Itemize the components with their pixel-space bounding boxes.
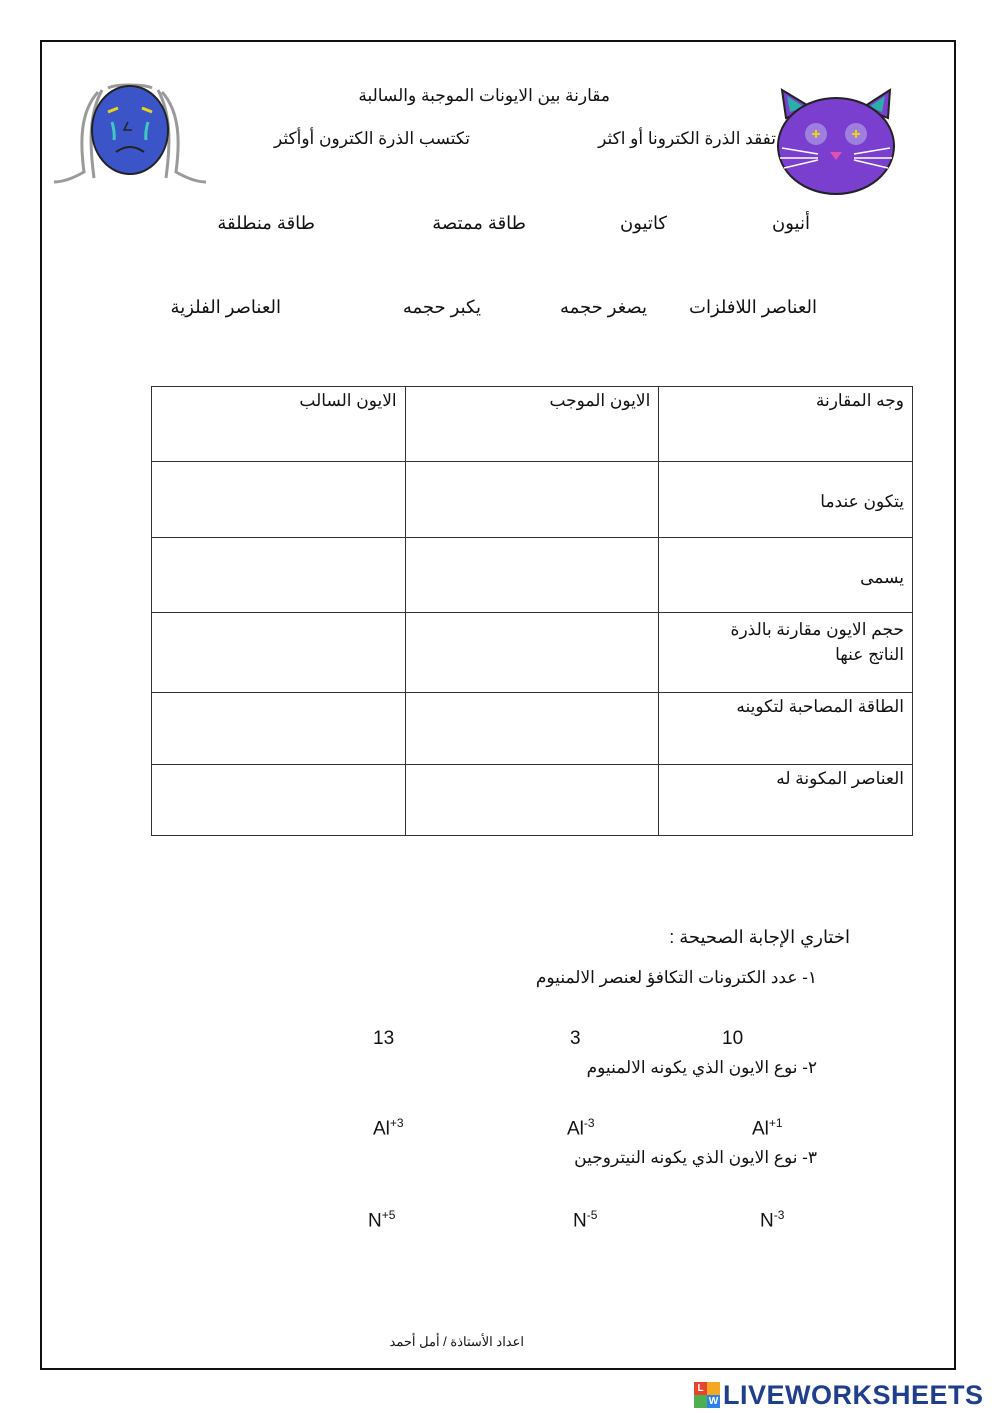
- word-cation: كاتيون: [619, 213, 667, 233]
- word-metals: العناصر الفلزية: [170, 297, 281, 317]
- row-label-elements: العناصر المكونة له: [659, 765, 913, 836]
- word-released-energy: طاقة منطلقة: [217, 213, 315, 233]
- table-row: [152, 693, 913, 765]
- liveworksheets-logo: [694, 1381, 984, 1409]
- header-aspect: وجه المقارنة: [659, 387, 913, 462]
- answer-cell[interactable]: [405, 613, 659, 693]
- cat-icon: [772, 88, 902, 198]
- answer-cell[interactable]: [405, 693, 659, 765]
- word-size-decreases: يصغر حجمه: [559, 297, 647, 317]
- word-absorbed-energy: طاقة ممتصة: [432, 213, 526, 233]
- table-row: [152, 462, 913, 538]
- row-label-called: يسمى: [860, 568, 904, 587]
- row-label-formed-when: يتكون عندما: [820, 492, 904, 511]
- q1-option-3[interactable]: 3: [570, 1028, 581, 1049]
- author-credit: اعداد الأستاذة / أمل أحمد: [389, 1334, 524, 1349]
- q3-option-n-plus5[interactable]: $N^{+5}$: [368, 1208, 396, 1232]
- answer-cell[interactable]: [152, 462, 406, 538]
- question-1: ١- عدد الكترونات التكافؤ لعنصر الالمنيوم: [535, 968, 817, 987]
- comparison-table: [151, 386, 913, 836]
- word-nonmetals: العناصر اللافلزات: [689, 297, 817, 317]
- row-label-size-line1: حجم الايون مقارنة بالذرة: [730, 620, 904, 639]
- liveworksheets-logo-text: LIVEWORKSHEETS: [723, 1379, 984, 1410]
- question-3: ٣- نوع الايون الذي يكونه النيتروجين: [574, 1148, 817, 1167]
- word-anion: أنيون: [772, 213, 810, 233]
- liveworksheets-logo-icon: L W: [694, 1382, 720, 1408]
- page-title: مقارنة بين الايونات الموجبة والسالبة: [358, 86, 610, 105]
- table-row: [152, 765, 913, 836]
- answer-cell[interactable]: [405, 765, 659, 836]
- gain-electrons-label: تكتسب الذرة الكترون أوأكثر: [274, 129, 470, 148]
- answer-cell[interactable]: [405, 462, 659, 538]
- table-row: [152, 538, 913, 613]
- word-size-increases: يكبر حجمه: [402, 297, 481, 317]
- answer-cell[interactable]: [152, 538, 406, 613]
- q1-option-10[interactable]: 10: [722, 1028, 744, 1049]
- quiz-instruction: اختاري الإجابة الصحيحة :: [669, 927, 850, 947]
- header-negative-ion: الايون السالب: [152, 387, 406, 462]
- table-row: [152, 613, 913, 693]
- q2-option-al-plus1[interactable]: $Al^{+1}$: [752, 1116, 783, 1140]
- q1-option-13[interactable]: 13: [373, 1028, 395, 1049]
- table-header-row: [152, 387, 913, 462]
- answer-cell[interactable]: [405, 538, 659, 613]
- answer-cell[interactable]: [152, 765, 406, 836]
- row-label-energy: الطاقة المصاحبة لتكوينه: [659, 693, 913, 765]
- q3-option-n-minus3[interactable]: $N^{-3}$: [760, 1208, 785, 1232]
- question-2: ٢- نوع الايون الذي يكونه الالمنيوم: [586, 1058, 817, 1077]
- q3-option-n-minus5[interactable]: $N^{-5}$: [573, 1208, 598, 1232]
- header-positive-ion: الايون الموجب: [405, 387, 659, 462]
- q2-option-al-minus3[interactable]: $Al^{-3}$: [567, 1116, 595, 1140]
- q2-option-al-plus3[interactable]: $Al^{+3}$: [373, 1116, 404, 1140]
- lose-electrons-label: تفقد الذرة الكترونا أو اكثر: [598, 129, 776, 148]
- row-label-size-line2: الناتج عنها: [835, 645, 904, 664]
- answer-cell[interactable]: [152, 613, 406, 693]
- answer-cell[interactable]: [152, 693, 406, 765]
- sad-face-icon: [50, 82, 210, 192]
